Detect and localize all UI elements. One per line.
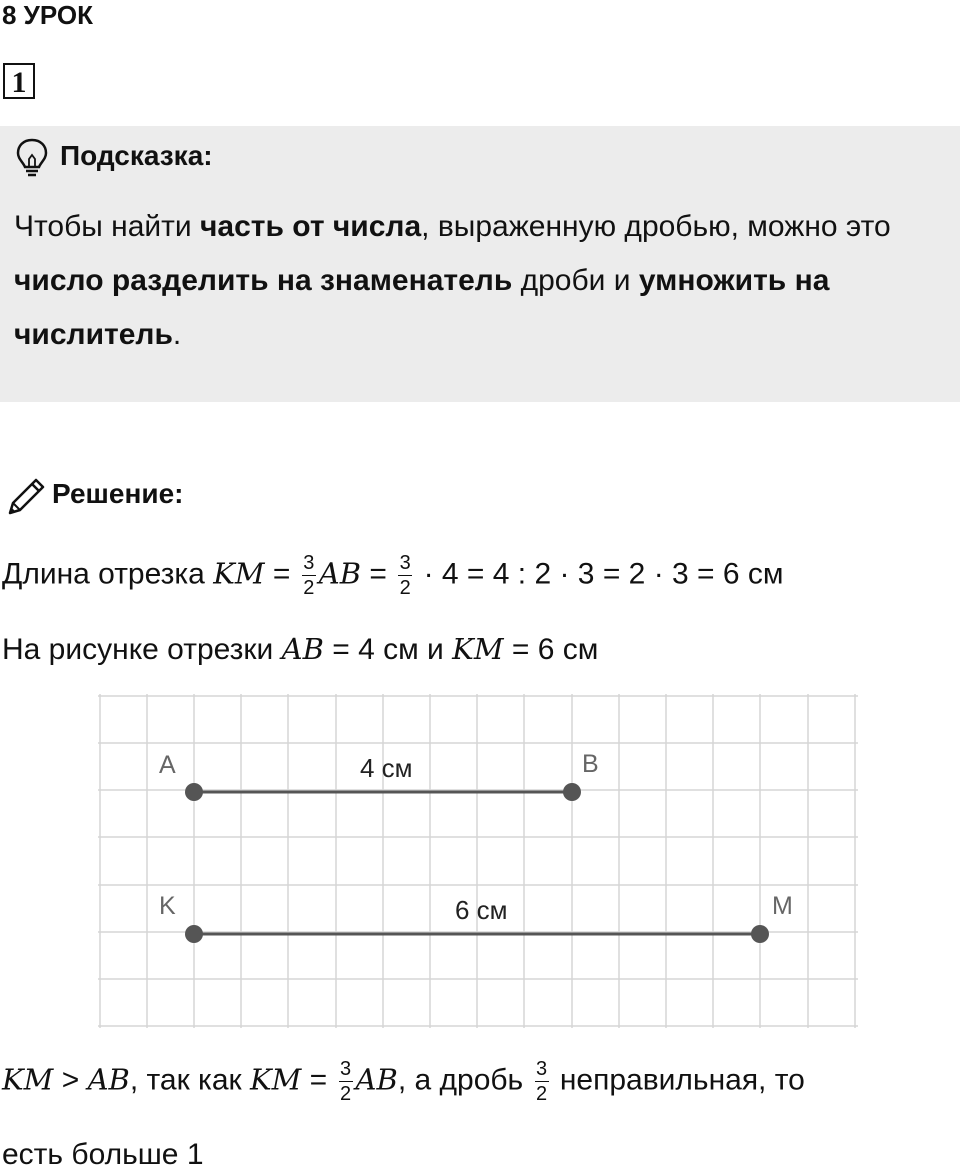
hint-heading: Подсказка: [60,140,213,171]
point-b [563,783,581,801]
fraction: $\frac{3}{2}$ [303,552,315,599]
point-a [185,783,203,801]
segments-figure [98,694,860,1030]
hint-text: Чтобы найти часть от числа, выраженную дробью, можно это число разделить на знаменатель дроби и умножить на числитель. [14,210,891,351]
point-m [751,925,769,943]
pencil-icon [4,475,48,519]
fraction: $\frac{3}{2}$ [399,552,411,599]
fraction: $\frac{3}{2}$ [339,1058,352,1105]
label-b: B [582,750,599,778]
label-km-length: 6 см [455,895,508,925]
solution-heading: Решение: [52,478,184,509]
solution-line-1: Длина отрезка KM = $\frac{3}{2}$ AB = $\frac{3}{2}$ · 4 = 4 : 2 · 3 = 2 · 3 = 6 см [2,552,784,599]
label-a: A [159,751,176,779]
solution-line-3: KM > AB, так как KM = $\frac{3}{2}$ AB, а дробь $\frac{3}{2}$ неправильная, то [2,1058,805,1105]
point-k [185,925,203,943]
task-number: 1 [3,63,35,99]
solution-line-4: есть больше 1 [2,1138,204,1171]
label-m: M [772,892,793,920]
label-k: K [159,892,176,920]
grid [98,694,858,1028]
lesson-title: 8 УРОК [2,0,93,30]
lightbulb-icon [14,137,50,177]
label-ab-length: 4 см [360,753,413,783]
solution-line-2: На рисунке отрезки AB = 4 см и KM = 6 см [2,632,599,666]
fraction: $\frac{3}{2}$ [535,1058,548,1105]
